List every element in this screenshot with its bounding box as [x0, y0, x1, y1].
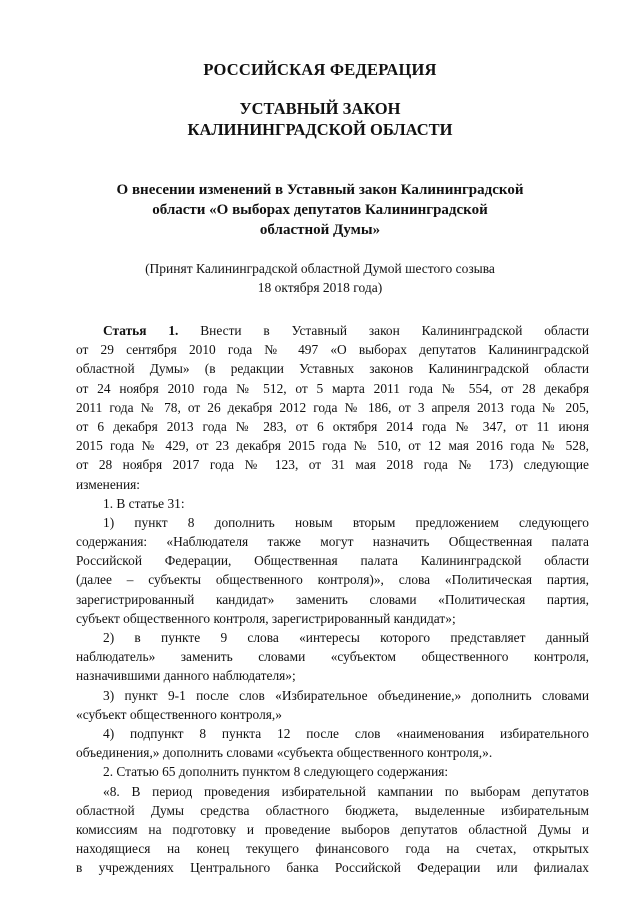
- body-line: от 29 сентября 2010 года № 497 «О выборах депутатов Калининградской: [76, 342, 589, 358]
- body-line: «субъект общественного контроля,»: [76, 706, 282, 722]
- body-line: 2011 года № 78, от 26 декабря 2012 года № 186, от 3 апреля 2013 года № 205,: [76, 399, 589, 415]
- article-label: Статья 1.: [103, 323, 179, 338]
- body-line: «8. В период проведения избирательной кампании по выборам депутатов: [103, 783, 589, 799]
- law-body-text: [76, 321, 589, 877]
- body-line: 1. В статье 31:: [103, 495, 185, 511]
- adoption-note-line: (Принят Калининградской областной Думой шестого созыва: [145, 261, 495, 276]
- body-line: 4) подпункт 8 пункта 12 после слов «наименования избирательного: [103, 725, 589, 741]
- law-subject-line: области «О выборах депутатов Калининградской: [152, 202, 488, 218]
- law-subject-line: О внесении изменений в Уставный закон Калининградской: [116, 182, 524, 198]
- body-line: объединения,» дополнить словами «субъекта общественного контроля,».: [76, 745, 493, 761]
- body-line: наблюдатель» заменить словами «субъектом общественного контроля,: [76, 649, 589, 665]
- body-line: областной Думы» (в редакции Уставных законов Калининградской области: [76, 361, 589, 377]
- body-line: областной Думы средства областного бюджета, выделенные избирательным: [76, 802, 589, 818]
- body-line: изменения:: [76, 476, 141, 492]
- header-country: РОССИЙСКАЯ ФЕДЕРАЦИЯ: [203, 60, 437, 79]
- header-law-type: УСТАВНЫЙ ЗАКОН: [239, 99, 401, 118]
- adoption-note: [0, 259, 640, 297]
- law-subject-title: [0, 180, 640, 240]
- body-line: 1) пункт 8 дополнить новым вторым предложением следующего: [103, 514, 589, 530]
- body-line: (далее – субъекты общественного контроля)», слова «Политическая партия,: [76, 572, 589, 588]
- body-line: назначившими данного наблюдателя»;: [76, 668, 296, 684]
- body-line: комиссиям на подготовку и проведение выборов депутатов областной Думы и: [76, 821, 589, 837]
- body-line: от 24 ноября 2010 года № 512, от 5 марта 2011 года № 554, от 28 декабря: [76, 380, 589, 396]
- body-line: 3) пункт 9-1 после слов «Избирательное объединение,» дополнить словами: [103, 687, 589, 703]
- law-subject-line: областной Думы»: [259, 222, 381, 238]
- body-line: субъект общественного контроля, зарегистрированный кандидат»;: [76, 610, 456, 626]
- body-line: 2015 года № 429, от 23 декабря 2015 года № 510, от 12 мая 2016 года № 528,: [76, 438, 589, 454]
- body-line: Российской Федерации, Общественная палата Калининградской области: [76, 553, 589, 569]
- body-line: зарегистрированный кандидат» заменить словами «Политическая партия,: [76, 591, 589, 607]
- body-line: в учреждениях Центрального банка Российской Федерации или филиалах: [76, 860, 589, 876]
- header-region: КАЛИНИНГРАДСКОЙ ОБЛАСТИ: [187, 120, 453, 139]
- adoption-note-line: 18 октября 2018 года): [257, 280, 383, 295]
- body-line: содержания: «Наблюдателя также могут назначить Общественная палата: [76, 534, 589, 550]
- body-line: от 28 ноября 2017 года № 123, от 31 мая 2018 года № 173) следующие: [76, 457, 589, 473]
- body-line: 2. Статью 65 дополнить пунктом 8 следующего содержания:: [103, 764, 449, 780]
- body-line: 2) в пункте 9 слова «интересы которого представляет данный: [103, 630, 589, 645]
- body-line: Статья 1. Внести в Уставный закон Калининградской области: [103, 323, 589, 338]
- body-line: находящиеся на конец текущего финансового года на счетах, открытых: [76, 841, 589, 857]
- body-line: от 6 декабря 2013 года № 283, от 6 октября 2014 года № 347, от 11 июня: [76, 418, 589, 434]
